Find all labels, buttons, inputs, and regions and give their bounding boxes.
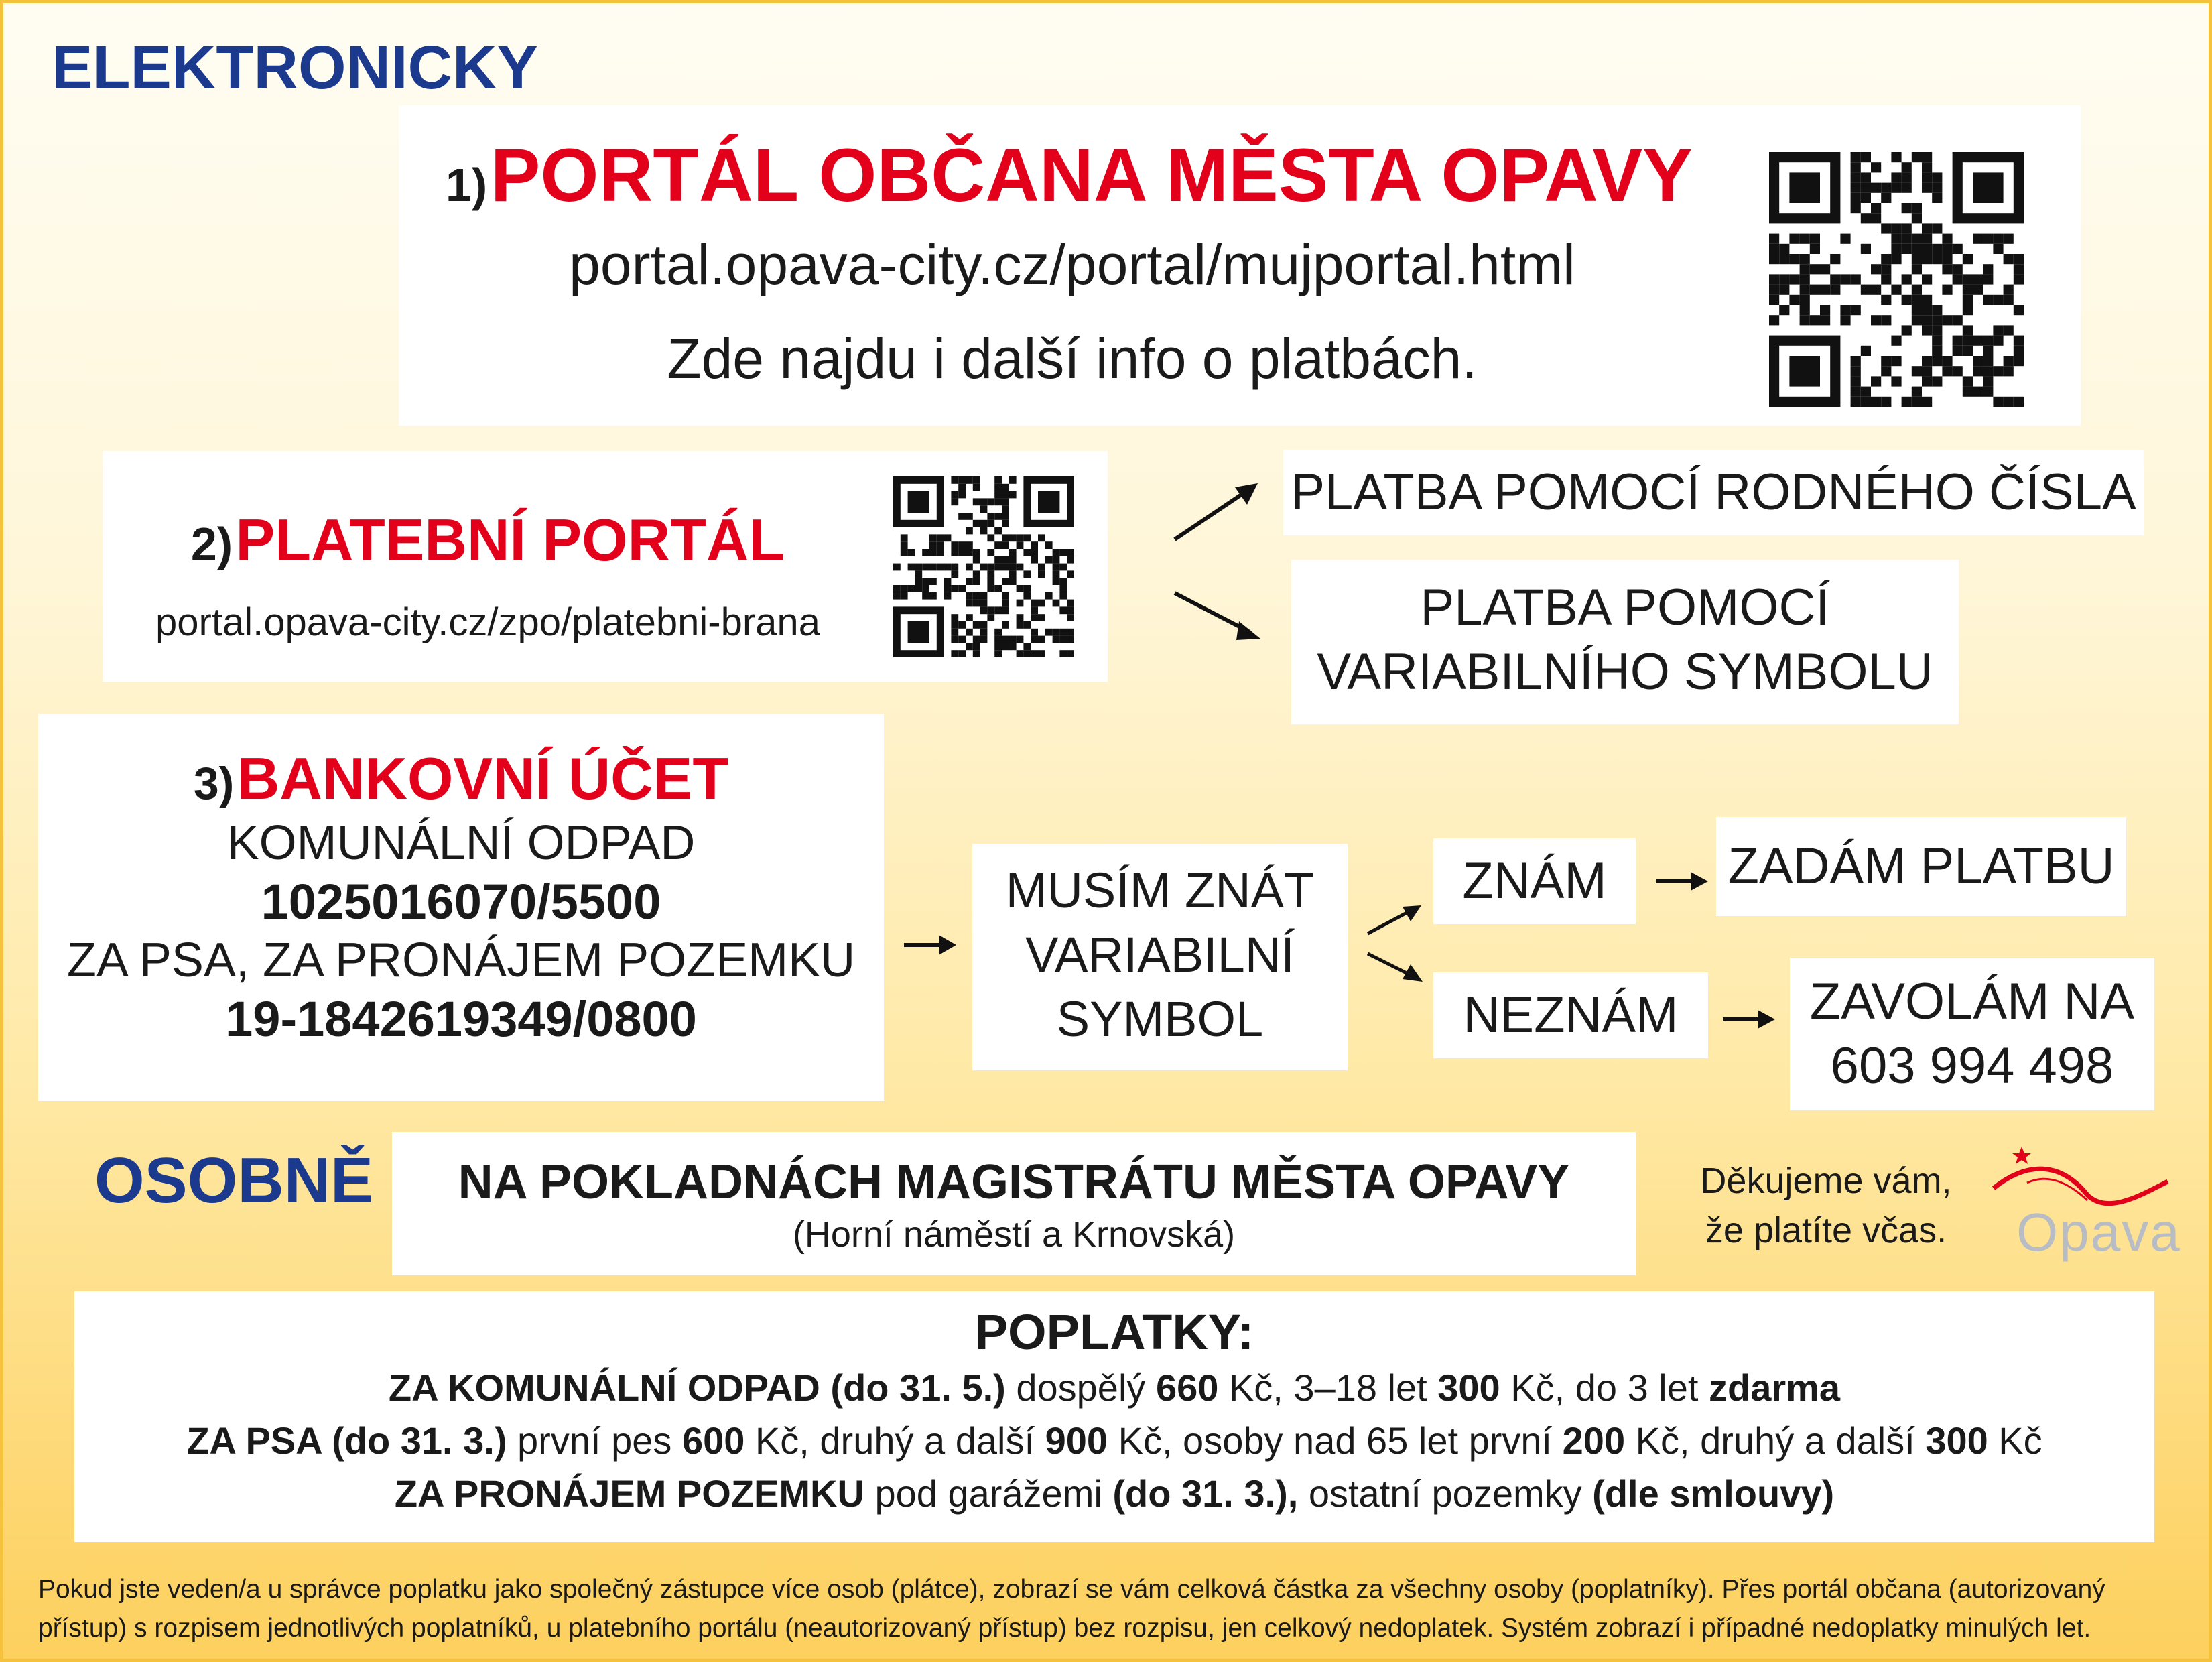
arrow-dont-know-right-icon: [1720, 1006, 1780, 1033]
arrow-down-right-icon: [1169, 586, 1270, 653]
fees-title: POPLATKY:: [974, 1304, 1254, 1360]
need-variable-symbol-box: [972, 844, 1348, 1070]
heading-personal: OSOBNĚ: [94, 1145, 374, 1216]
footnote: [38, 1570, 2196, 1648]
bank-account-box: [38, 714, 884, 1101]
choice-variable-symbol-box[interactable]: [1291, 560, 1959, 724]
call-box[interactable]: [1790, 958, 2154, 1110]
know-box[interactable]: [1433, 838, 1636, 924]
fees-dog-h: Kč, druhý a další: [1625, 1419, 1926, 1462]
option2-number: 2): [190, 518, 233, 570]
fees-dog-d: Kč, druhý a další: [744, 1419, 1045, 1462]
call-phone[interactable]: 603 994 498: [1830, 1037, 2114, 1094]
opava-logo-text: Opava: [2016, 1202, 2181, 1262]
waste-account: 1025016070/5500: [261, 874, 661, 930]
thanks-line1: Děkujeme vám,: [1700, 1161, 1952, 1201]
fees-dog-a: ZA PSA (do 31. 3.): [186, 1419, 507, 1462]
fees-box: [74, 1291, 2154, 1542]
fees-waste-e: 300: [1437, 1366, 1500, 1409]
fees-dog-f: Kč, osoby nad 65 let první: [1108, 1419, 1563, 1462]
need-line2: VARIABILNÍ: [1025, 927, 1295, 982]
fees-dog-g: 200: [1562, 1419, 1626, 1462]
fees-land-d: ostatní pozemky: [1298, 1472, 1593, 1515]
fees-dog-i: 300: [1925, 1419, 1988, 1462]
arrow-fork-down-icon: [1364, 948, 1431, 988]
fees-land-b: pod garážemi: [864, 1472, 1113, 1515]
choice-birth-number-label: PLATBA POMOCÍ RODNÉHO ČÍSLA: [1291, 464, 2136, 521]
fees-land-c: (do 31. 3.),: [1112, 1472, 1299, 1515]
option3-title: BANKOVNÍ ÚČET: [237, 745, 729, 812]
fees-line-dog: [74, 1419, 2154, 1462]
option2-title: PLATEBNÍ PORTÁL: [235, 507, 785, 573]
option1-heading: [446, 132, 1693, 218]
know-label: ZNÁM: [1462, 852, 1607, 909]
fees-waste-g: zdarma: [1708, 1366, 1841, 1409]
dog-account: 19-1842619349/0800: [225, 991, 697, 1047]
option1-note: Zde najdu i další info o platbách.: [667, 327, 1478, 390]
footnote-line1: Pokud jste veden/a u správce poplatku jako společný zástupce více osob (plátce), zobrazí se vám celková částka za všechny osoby (poplatníky). Přes portál občana (autorizovaný: [38, 1575, 2105, 1604]
fees-dog-e: 900: [1045, 1419, 1108, 1462]
qr-code-payment-icon: [893, 476, 1074, 657]
arrow-fork-up-icon: [1364, 899, 1431, 939]
cash-desk-title: NA POKLADNÁCH MAGISTRÁTU MĚSTA OPAVY: [458, 1155, 1570, 1209]
option1-url[interactable]: portal.opava-city.cz/portal/mujportal.html: [569, 233, 1575, 296]
cash-desk-subtitle: (Horní náměstí a Krnovská): [792, 1214, 1236, 1255]
portal-obcana-box: [399, 105, 2081, 426]
option1-number: 1): [446, 159, 488, 211]
cash-desk-box: [392, 1132, 1636, 1275]
arrow-right-icon: [901, 928, 962, 962]
call-line1: ZAVOLÁM NA: [1809, 973, 2135, 1030]
fees-dog-j: Kč: [1988, 1419, 2042, 1462]
need-line1: MUSÍM ZNÁT: [1005, 862, 1315, 918]
fees-waste-f: Kč, do 3 let: [1500, 1366, 1709, 1409]
thanks-text: [1672, 1156, 1980, 1255]
fees-waste-c: 660: [1155, 1366, 1219, 1409]
need-line3: SYMBOL: [1056, 991, 1264, 1047]
arrow-know-right-icon: [1653, 868, 1713, 895]
fees-land-a: ZA PRONÁJEM POZEMKU: [394, 1472, 864, 1515]
fees-dog-c: 600: [681, 1419, 745, 1462]
option2-heading: [103, 506, 873, 574]
fees-line-land: [74, 1472, 2154, 1515]
fees-line-waste: [74, 1366, 2154, 1409]
option3-heading: [38, 745, 884, 813]
fees-waste-a: ZA KOMUNÁLNÍ ODPAD (do 31. 5.): [388, 1366, 1006, 1409]
fees-land-e: (dle smlouvy): [1592, 1472, 1835, 1515]
choice-vs-line2: VARIABILNÍHO SYMBOLU: [1317, 643, 1933, 700]
fees-waste-b: dospělý: [1005, 1366, 1156, 1409]
enter-payment-box[interactable]: [1716, 817, 2126, 916]
dont-know-box[interactable]: [1433, 972, 1708, 1058]
fees-dog-b: první pes: [507, 1419, 682, 1462]
arrow-up-right-icon: [1169, 472, 1270, 546]
choice-vs-line1: PLATBA POMOCÍ: [1420, 579, 1830, 636]
platebni-portal-box: [103, 451, 1108, 682]
enter-payment-label: ZADÁM PLATBU: [1728, 838, 2115, 895]
dont-know-label: NEZNÁM: [1463, 986, 1679, 1043]
waste-label: KOMUNÁLNÍ ODPAD: [226, 816, 696, 870]
thanks-line2: že platíte včas.: [1705, 1210, 1947, 1251]
option1-title: PORTÁL OBČANA MĚSTA OPAVY: [490, 133, 1693, 217]
footnote-line2: přístup) s rozpisem jednotlivých poplatníků, u platebního portálu (neautorizovaný přístup) bez rozpisu, jen celkový nedoplatek. Systém zobrazí i případné nedoplatky minulých let.: [38, 1614, 2091, 1643]
qr-code-portal-icon: [1769, 152, 2024, 407]
dog-label: ZA PSA, ZA PRONÁJEM POZEMKU: [66, 934, 856, 987]
heading-electronic: ELEKTRONICKY: [52, 34, 538, 102]
opava-logo: [1987, 1141, 2181, 1262]
choice-birth-number-box[interactable]: [1283, 450, 2144, 535]
fees-waste-d: Kč, 3–18 let: [1218, 1366, 1438, 1409]
option2-url[interactable]: portal.opava-city.cz/zpo/platebni-brana: [155, 600, 820, 644]
option3-number: 3): [193, 758, 235, 809]
